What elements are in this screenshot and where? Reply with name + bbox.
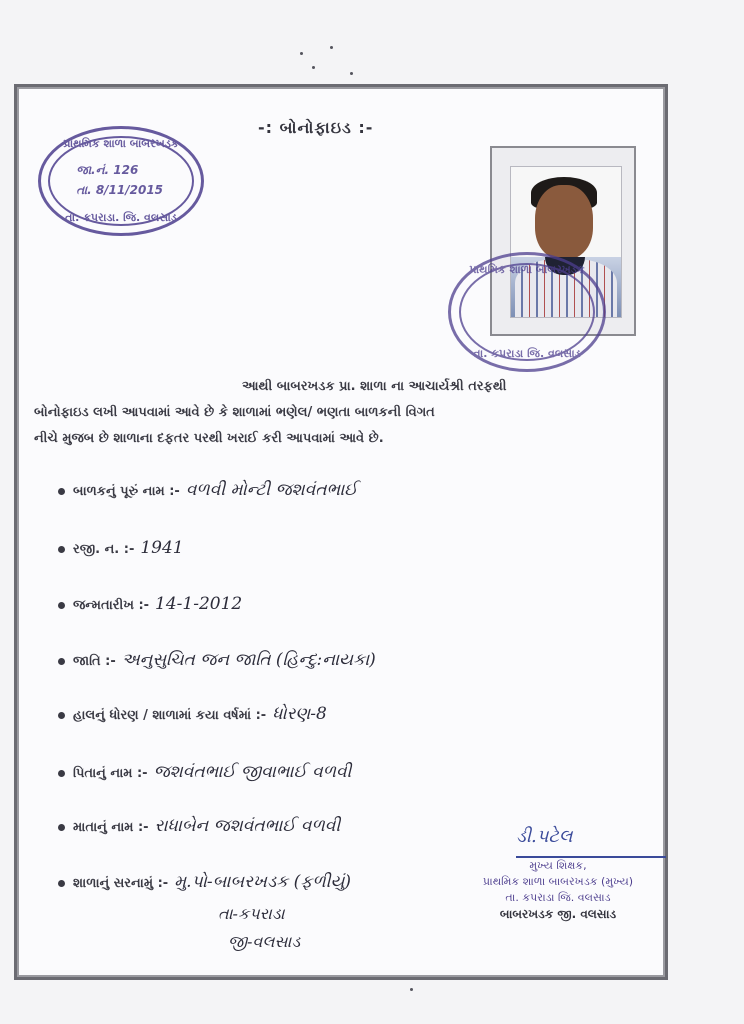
field-school-address (58, 872, 351, 892)
intro-paragraph (34, 374, 638, 452)
intro-line: નીચે મુજબ છે શાળાના દફતર પરથી ખરાઈ કરી આપવામાં આવે છે. (34, 431, 384, 446)
bullet-icon (58, 546, 65, 553)
headmaster-seal (458, 858, 658, 922)
field-label: બાળકનું પૂરું નામ :- (73, 484, 180, 499)
bullet-icon (58, 602, 65, 609)
field-value: વળવી મોન્ટી જશવંતભાઈ (185, 480, 358, 500)
field-label: શાળાનું સરનામું :- (73, 876, 169, 891)
headmaster-signature: ડી.પટેલ (516, 826, 666, 858)
document-title: -: બોનોફાઇડ :- (258, 118, 374, 137)
bullet-icon (58, 824, 65, 831)
field-label: હાલનું ધોરણ / શાળામાં કયા વર્ષમાં :- (73, 708, 267, 723)
speck (330, 46, 333, 49)
seal-line: પ્રાથમિક શાળા બાબરખડક (મુખ્ય) (482, 875, 634, 888)
stamp-date: તા. 8/11/2015 (76, 183, 164, 197)
speck (350, 72, 353, 75)
school-stamp (38, 126, 204, 236)
seal-line: મુખ્ય શિક્ષક, (529, 859, 587, 872)
photo-stamp-top-text: પ્રાથમિક શાળા બાબરખડક (469, 263, 585, 276)
speck (410, 988, 413, 991)
speck (312, 66, 315, 69)
seal-line: બાબરખડક જી. વલસાડ (499, 907, 617, 921)
bullet-icon (58, 880, 65, 887)
field-value: અનુસુચિત જન જાતિ (હિન્દુ:નાયકા) (121, 650, 376, 670)
photo-stamp (448, 252, 606, 372)
field-value: મુ.પો-બાબરખડક (ફળીયું) (174, 872, 352, 892)
field-label: જન્મતારીખ :- (73, 598, 150, 613)
bullet-icon (58, 712, 65, 719)
field-father-name (58, 762, 351, 782)
field-value: જશવંતભાઈ જીવાભાઈ વળવી (153, 762, 352, 782)
field-value: 14-1-2012 (155, 594, 243, 614)
field-current-class (58, 704, 327, 724)
field-mother-name (58, 816, 340, 836)
intro-line: આથી બાબરખડક પ્રા. શાળા ના આચાર્યશ્રી તરફથી (242, 379, 507, 394)
field-register-number (58, 538, 184, 558)
field-label: પિતાનું નામ :- (73, 766, 148, 781)
bullet-icon (58, 658, 65, 665)
bullet-icon (58, 770, 65, 777)
address-taluka: તા-કપરાડા (218, 904, 285, 923)
field-caste (58, 650, 376, 670)
field-label: રજી. ન. :- (73, 542, 135, 557)
field-birth-date (58, 594, 242, 614)
field-label: માતાનું નામ :- (73, 820, 149, 835)
speck (300, 52, 303, 55)
stamp-bottom-text: તા. કપરાડા. જિ. વલસાડ (65, 211, 177, 224)
bullet-icon (58, 488, 65, 495)
photo-stamp-bottom-text: તા. કપરાડા જિ. વલસાડ (473, 347, 581, 360)
address-district: જી-વલસાડ (228, 932, 301, 951)
field-value: 1941 (140, 538, 184, 558)
stamp-top-text: પ્રાથમિક શાળા બાબરખડક (63, 137, 179, 150)
field-student-name (58, 480, 357, 500)
field-value: રાધાબેન જશવંતભાઈ વળવી (154, 816, 341, 836)
seal-line: તા. કપરાડા જિ. વલસાડ (505, 891, 611, 904)
stamp-number: જા.નં. 126 (76, 163, 139, 177)
field-value: ધોરણ-8 (272, 704, 327, 724)
intro-line: બોનોફાઇડ લખી આપવામાં આવે છે કે શાળામાં ભણેલ/ ભણતા બાળકની વિગત (34, 405, 435, 420)
field-label: જાતિ :- (73, 654, 116, 669)
